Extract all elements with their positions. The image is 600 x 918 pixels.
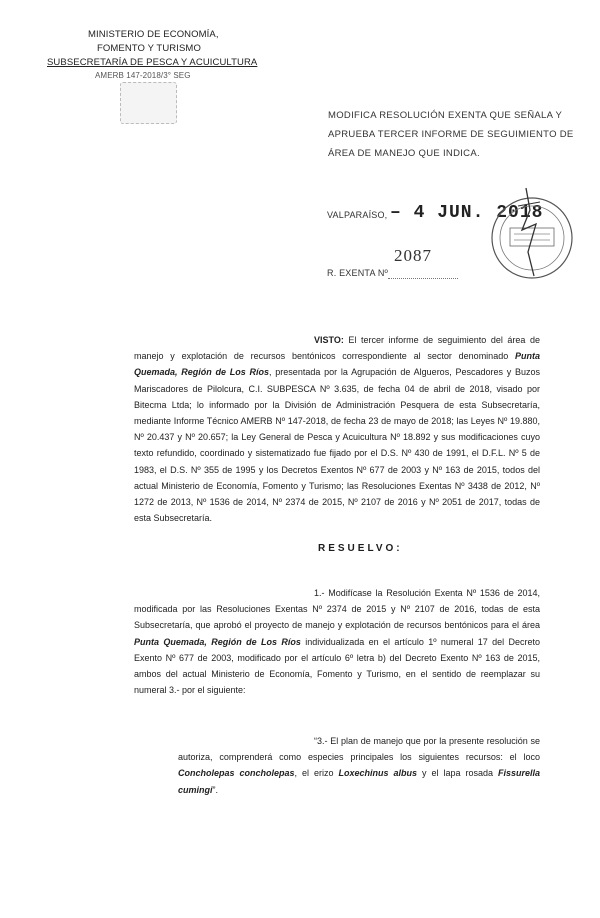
article-1-place: Punta Quemada, Región de Los Ríos	[134, 636, 301, 647]
article-1-paragraph: 1.- Modifícase la Resolución Exenta Nº 1536 de 2014, modificada por las Resoluciones Exentas Nº 2374 de 2015 y Nº 2107 de 2016, todas de esta Subsecretaría, que aprobó el proyecto de manejo y explotación de recursos bentónicos para el área Punta Quemada, Región de Los Ríos individualizada en el artículo 1º numeral 17 del Decreto Exento Nº 677 de 2003, modificado por el artículo 6º letra b) del Decreto Exento Nº 163 de 2015, ambos del actual Ministerio de Economía, Fomento y Turismo, en el sentido de reemplazar su numeral 3.- por el siguiente:	[134, 588, 540, 696]
official-seal-stamp-icon	[478, 180, 588, 290]
resolution-number-label: R. EXENTA Nº	[327, 268, 389, 278]
species-loxechinus: Loxechinus albus	[338, 768, 417, 779]
visto-paragraph: VISTO: El tercer informe de seguimiento del área de manejo y explotación de recursos bentónicos correspondiente al sector denominado Punta Quemada, Región de Los Ríos, presentada por la Agrupación de Algueros, Pescadores y Buzos Mariscadores de Pilolcura, C.I. SUBPESCA Nº 3.635, de fecha 04 de abril de 2018, visado por Bitecma Ltda; lo informado por la División de Administración Pesquera de esta Subsecretaría, mediante Informe Técnico AMERB Nº 147-2018, de fecha 23 de mayo de 2018; las Leyes Nº 19.880, Nº 20.437 y Nº 20.657; la Ley General de Pesca y Acuicultura Nº 18.892 y sus modificaciones cuyo texto refundido, coordinado y sistematizado fue fijado por el D.S. Nº 430 de 1991, el D.F.L. Nº 5 de 1983, el D.S. Nº 355 de 1995 y los Decretos Exentos Nº 677 de 2003 y Nº 163 de 2015, todos del actual Ministerio de Economía, Fomento y Turismo; las Resoluciones Exentas Nº 3438 de 2012, Nº 1272 de 2013, Nº 1536 de 2014, Nº 2374 de 2015, Nº 2107 de 2016 y Nº 2051 de 2017, todas de esta Subsecretaría.	[134, 335, 540, 524]
signature-mark-icon	[522, 188, 536, 276]
resuelvo-heading: RESUELVO:	[318, 543, 403, 554]
ministry-subtitle: FOMENTO Y TURISMO	[97, 43, 201, 54]
document-subject: MODIFICA RESOLUCIÓN EXENTA QUE SEÑALA Y APRUEBA TERCER INFORME DE SEGUIMIENTO DE ÁREA DE MANEJO QUE INDICA.	[328, 110, 574, 159]
resolution-number: 2087	[394, 246, 432, 265]
received-stamp-icon	[120, 82, 177, 124]
reference-code: AMERB 147-2018/3° SEG	[95, 71, 191, 80]
species-fissurella: Fissurella cumingi	[178, 768, 540, 795]
place-label: VALPARAÍSO,	[327, 210, 388, 220]
ministry-name: MINISTERIO DE ECONOMÍA,	[88, 29, 219, 40]
subsecretariat-name: SUBSECRETARÍA DE PESCA Y ACUICULTURA	[47, 57, 258, 68]
number-dotted-line	[388, 278, 458, 279]
visto-place: Punta Quemada, Región de Los Ríos	[134, 351, 540, 378]
numeral-3-quote: “3.- El plan de manejo que por la presente resolución se autoriza, comprenderá como especies principales los siguientes recursos: el loco Concholepas concholepas, el erizo Loxechinus albus y el lapa rosada Fissurella cumingi”.	[178, 736, 540, 795]
handwritten-date: – 4 JUN. 2018	[390, 203, 544, 223]
species-concholepas: Concholepas concholepas	[178, 768, 295, 779]
visto-label: VISTO:	[314, 335, 344, 345]
